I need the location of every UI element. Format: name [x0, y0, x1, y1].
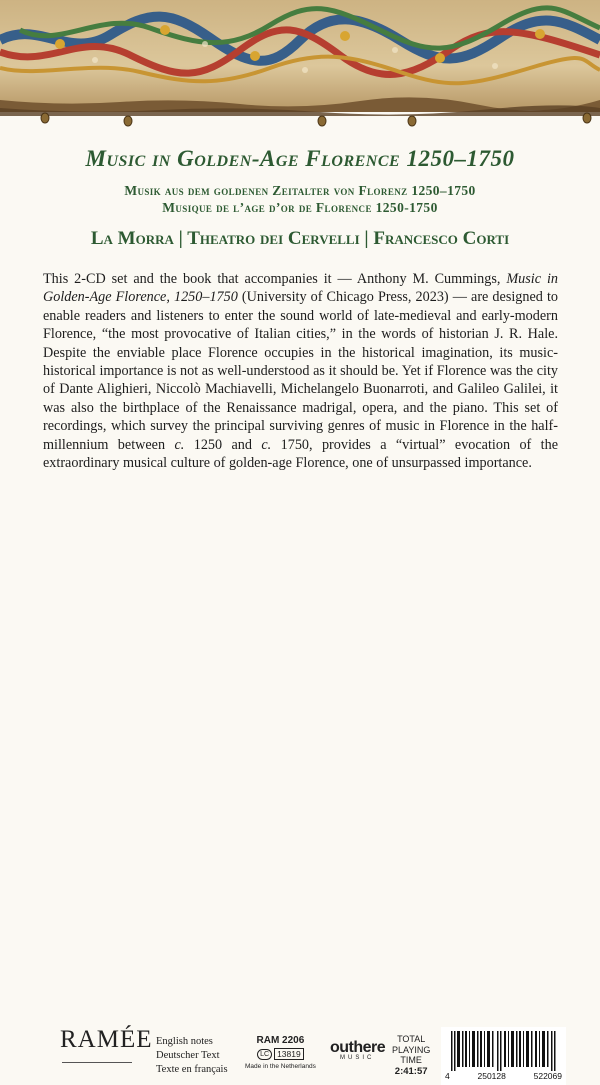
description-text-1: This 2-CD set and the book that accompanies it — Anthony M. Cummings, — [43, 271, 507, 287]
album-title: Music in Golden-Age Florence 1250–1750 — [85, 146, 515, 171]
circa-1: c. — [174, 436, 185, 453]
barcode-digit-group-2: 250128 — [477, 1071, 506, 1081]
label-code — [245, 1048, 316, 1060]
barcode-digit-group-3: 522069 — [533, 1071, 562, 1081]
description-text-2: (University of Chicago Press, 2023) — are designed to enable readers and listeners to enter the sound world of late-medieval and early-modern Florence, “the most provocative of Italian cities,” in the words of historian J. R. Hale. Despite the enviable place Florence occupies in the historical imagination, its music-historical importance is not as well-understood as it should be. Yet if Florence was the city of Dante Alighieri, Niccolò Machiavelli, Michelangelo Buonarroti, and Galileo Galilei, it was also the birthplace of the Renaissance madrigal, opera, and the piano. This set of recordings, which survey the principal surviving genres of music in Florence in the half-millennium between — [43, 289, 559, 453]
illuminated-manuscript-header — [0, 0, 600, 128]
barcode-digit-group-1: 4 — [445, 1071, 450, 1081]
playing-time-value: 2:41:57 — [394, 1065, 428, 1077]
playing-label-3: TIME — [400, 1055, 422, 1065]
circa-2: c. — [261, 436, 272, 453]
ramee-logo: RAMÉE — [60, 1026, 153, 1053]
playing-time — [392, 1034, 430, 1077]
title-block — [0, 146, 600, 216]
catalog-number: RAM 2206 — [256, 1035, 305, 1046]
playing-label-2: PLAYING — [392, 1044, 431, 1055]
language-list — [156, 1035, 228, 1077]
performers-line: La Morra | Theatro dei Cervelli | Francesco Corti — [90, 228, 510, 249]
made-in: Made in the Netherlands — [245, 1063, 316, 1070]
language-english: English notes — [156, 1036, 213, 1047]
barcode — [441, 1027, 566, 1085]
description-text-3: 1250 and — [184, 436, 262, 453]
outhere-logo — [330, 1039, 385, 1061]
distributor-sub: MUSIC — [340, 1055, 375, 1061]
barcode-digits — [441, 1071, 566, 1081]
lc-number: 13819 — [274, 1048, 304, 1060]
description-paragraph — [43, 270, 558, 472]
logo-rule — [62, 1062, 132, 1063]
lc-badge: LC — [257, 1049, 272, 1060]
barcode-icon — [451, 1031, 556, 1071]
playing-label-1: TOTAL — [397, 1034, 426, 1044]
catalog-info — [245, 1035, 316, 1070]
distributor-name: outhere — [330, 1039, 386, 1056]
album-title-french: Musique de l’age d’or de Florence 1250-1750 — [162, 200, 438, 215]
album-title-german: Musik aus dem goldenen Zeitalter von Florenz 1250–1750 — [124, 183, 476, 198]
language-german: Deutscher Text — [156, 1050, 220, 1061]
book-title: Music in Golden-Age Florence, 1250–1750 — [43, 271, 558, 306]
footer — [0, 514, 600, 1081]
description-text-4: 1750, provides a “virtual” evocation of the extraordinary musical culture of golden-age Florence, one of unsurpassed importance. — [43, 436, 558, 472]
language-french: Texte en français — [156, 1064, 228, 1075]
